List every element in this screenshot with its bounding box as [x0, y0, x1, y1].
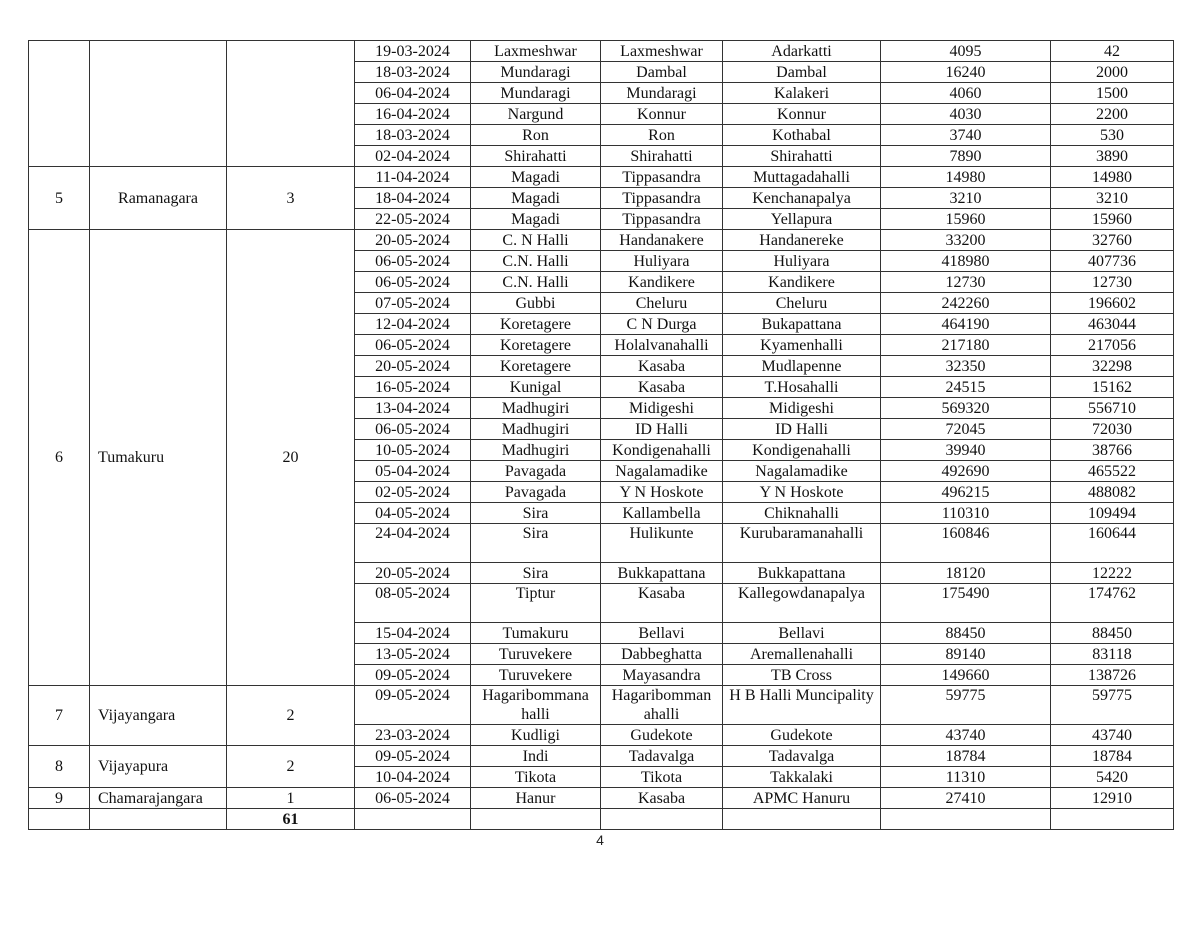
value-a-cell: 18120	[881, 563, 1051, 584]
taluk-cell: C.N. Halli	[471, 251, 601, 272]
value-b-cell: 465522	[1051, 461, 1174, 482]
hobli-cell: Konnur	[601, 104, 723, 125]
hobli-cell: Cheluru	[601, 293, 723, 314]
hobli-cell: Kandikere	[601, 272, 723, 293]
empty-cell	[601, 809, 723, 830]
taluk-cell: Turuvekere	[471, 665, 601, 686]
village-cell: Tadavalga	[723, 746, 881, 767]
value-a-cell: 27410	[881, 788, 1051, 809]
date-cell: 19-03-2024	[355, 41, 471, 62]
value-a-cell: 175490	[881, 584, 1051, 623]
date-cell: 20-05-2024	[355, 356, 471, 377]
hobli-cell: Y N Hoskote	[601, 482, 723, 503]
count-cell: 3	[227, 167, 355, 230]
taluk-cell: Madhugiri	[471, 398, 601, 419]
serial-number-cell: 9	[29, 788, 90, 809]
value-b-cell: 160644	[1051, 524, 1174, 563]
date-cell: 06-05-2024	[355, 335, 471, 356]
hobli-cell: Shirahatti	[601, 146, 723, 167]
village-cell: Muttagadahalli	[723, 167, 881, 188]
village-cell: Dambal	[723, 62, 881, 83]
value-a-cell: 464190	[881, 314, 1051, 335]
value-b-cell: 196602	[1051, 293, 1174, 314]
village-cell: T.Hosahalli	[723, 377, 881, 398]
hobli-cell: Kondigenahalli	[601, 440, 723, 461]
count-cell: 20	[227, 230, 355, 686]
serial-number-cell: 6	[29, 230, 90, 686]
value-a-cell: 160846	[881, 524, 1051, 563]
value-a-cell: 12730	[881, 272, 1051, 293]
count-cell: 1	[227, 788, 355, 809]
village-cell: Handanereke	[723, 230, 881, 251]
taluk-cell: Tumakuru	[471, 623, 601, 644]
value-b-cell: 59775	[1051, 686, 1174, 725]
hobli-cell: Kasaba	[601, 377, 723, 398]
taluk-cell: Gubbi	[471, 293, 601, 314]
date-cell: 08-05-2024	[355, 584, 471, 623]
taluk-cell: Kunigal	[471, 377, 601, 398]
date-cell: 18-03-2024	[355, 125, 471, 146]
date-cell: 18-04-2024	[355, 188, 471, 209]
taluk-cell: Pavagada	[471, 461, 601, 482]
date-cell: 07-05-2024	[355, 293, 471, 314]
empty-cell	[355, 809, 471, 830]
village-cell: Konnur	[723, 104, 881, 125]
hobli-cell: Tippasandra	[601, 188, 723, 209]
taluk-cell: Madhugiri	[471, 419, 601, 440]
value-b-cell: 5420	[1051, 767, 1174, 788]
village-cell: Shirahatti	[723, 146, 881, 167]
value-a-cell: 88450	[881, 623, 1051, 644]
hobli-cell: Kasaba	[601, 584, 723, 623]
hobli-cell: Mayasandra	[601, 665, 723, 686]
hobli-cell: Holalvanahalli	[601, 335, 723, 356]
serial-number-cell: 5	[29, 167, 90, 230]
village-cell: H B Halli Muncipality	[723, 686, 881, 725]
taluk-cell: Laxmeshwar	[471, 41, 601, 62]
value-a-cell: 4095	[881, 41, 1051, 62]
village-cell: Cheluru	[723, 293, 881, 314]
value-a-cell: 24515	[881, 377, 1051, 398]
village-cell: Chiknahalli	[723, 503, 881, 524]
hobli-cell: Mundaragi	[601, 83, 723, 104]
taluk-cell: Madhugiri	[471, 440, 601, 461]
date-cell: 10-04-2024	[355, 767, 471, 788]
value-b-cell: 15162	[1051, 377, 1174, 398]
taluk-cell: Koretagere	[471, 314, 601, 335]
taluk-cell: Indi	[471, 746, 601, 767]
village-cell: Kallegowdanapalya	[723, 584, 881, 623]
taluk-cell: Magadi	[471, 209, 601, 230]
value-b-cell: 488082	[1051, 482, 1174, 503]
village-cell: Kyamenhalli	[723, 335, 881, 356]
value-a-cell: 15960	[881, 209, 1051, 230]
taluk-cell: Magadi	[471, 188, 601, 209]
hobli-cell: Dabbeghatta	[601, 644, 723, 665]
district-cell: Tumakuru	[90, 230, 227, 686]
value-b-cell: 407736	[1051, 251, 1174, 272]
date-cell: 02-05-2024	[355, 482, 471, 503]
date-cell: 13-04-2024	[355, 398, 471, 419]
count-cell: 2	[227, 746, 355, 788]
taluk-cell: C. N Halli	[471, 230, 601, 251]
taluk-cell: Sira	[471, 503, 601, 524]
value-b-cell: 15960	[1051, 209, 1174, 230]
value-b-cell: 72030	[1051, 419, 1174, 440]
empty-cell	[90, 809, 227, 830]
value-a-cell: 3210	[881, 188, 1051, 209]
value-a-cell: 33200	[881, 230, 1051, 251]
taluk-cell: Pavagada	[471, 482, 601, 503]
empty-cell	[1051, 809, 1174, 830]
value-a-cell: 569320	[881, 398, 1051, 419]
hobli-cell: Ron	[601, 125, 723, 146]
date-cell: 06-05-2024	[355, 272, 471, 293]
hobli-cell: Dambal	[601, 62, 723, 83]
taluk-cell: Shirahatti	[471, 146, 601, 167]
table-row	[29, 167, 1174, 188]
value-b-cell: 138726	[1051, 665, 1174, 686]
village-cell: Gudekote	[723, 725, 881, 746]
hobli-cell: Huliyara	[601, 251, 723, 272]
value-a-cell: 496215	[881, 482, 1051, 503]
village-cell: APMC Hanuru	[723, 788, 881, 809]
value-a-cell: 32350	[881, 356, 1051, 377]
total-row	[29, 809, 1174, 830]
village-cell: Midigeshi	[723, 398, 881, 419]
village-cell: ID Halli	[723, 419, 881, 440]
village-cell: Yellapura	[723, 209, 881, 230]
page-number: 4	[596, 832, 604, 848]
value-b-cell: 2000	[1051, 62, 1174, 83]
data-table	[28, 40, 1174, 830]
date-cell: 06-04-2024	[355, 83, 471, 104]
taluk-cell: Hanur	[471, 788, 601, 809]
value-b-cell: 174762	[1051, 584, 1174, 623]
value-b-cell: 530	[1051, 125, 1174, 146]
serial-number-cell: 7	[29, 686, 90, 746]
village-cell: Takkalaki	[723, 767, 881, 788]
count-cell: 2	[227, 686, 355, 746]
table-row	[29, 788, 1174, 809]
date-cell: 13-05-2024	[355, 644, 471, 665]
value-b-cell: 12222	[1051, 563, 1174, 584]
hobli-cell: Laxmeshwar	[601, 41, 723, 62]
village-cell: Bukkapattana	[723, 563, 881, 584]
value-b-cell: 18784	[1051, 746, 1174, 767]
table-row	[29, 41, 1174, 62]
empty-cell	[471, 809, 601, 830]
value-b-cell: 217056	[1051, 335, 1174, 356]
taluk-cell: Ron	[471, 125, 601, 146]
village-cell: Huliyara	[723, 251, 881, 272]
district-cell: Chamarajangara	[90, 788, 227, 809]
value-a-cell: 418980	[881, 251, 1051, 272]
value-a-cell: 217180	[881, 335, 1051, 356]
date-cell: 16-05-2024	[355, 377, 471, 398]
date-cell: 12-04-2024	[355, 314, 471, 335]
value-b-cell: 12730	[1051, 272, 1174, 293]
village-cell: Kalakeri	[723, 83, 881, 104]
date-cell: 22-05-2024	[355, 209, 471, 230]
value-a-cell: 492690	[881, 461, 1051, 482]
date-cell: 09-05-2024	[355, 665, 471, 686]
district-cell: Vijayapura	[90, 746, 227, 788]
taluk-cell: Koretagere	[471, 356, 601, 377]
hobli-cell: Gudekote	[601, 725, 723, 746]
date-cell: 09-05-2024	[355, 746, 471, 767]
total-count-cell: 61	[227, 809, 355, 830]
taluk-cell: Koretagere	[471, 335, 601, 356]
taluk-cell: Mundaragi	[471, 83, 601, 104]
hobli-cell: Tikota	[601, 767, 723, 788]
serial-number-cell: 8	[29, 746, 90, 788]
district-cell: Ramanagara	[90, 167, 227, 230]
date-cell: 18-03-2024	[355, 62, 471, 83]
value-b-cell: 556710	[1051, 398, 1174, 419]
taluk-cell: Nargund	[471, 104, 601, 125]
hobli-cell: ID Halli	[601, 419, 723, 440]
hobli-cell: Midigeshi	[601, 398, 723, 419]
value-b-cell: 3890	[1051, 146, 1174, 167]
village-cell: Bukapattana	[723, 314, 881, 335]
value-a-cell: 110310	[881, 503, 1051, 524]
date-cell: 23-03-2024	[355, 725, 471, 746]
date-cell: 06-05-2024	[355, 788, 471, 809]
hobli-cell: Tippasandra	[601, 209, 723, 230]
district-cell: Vijayangara	[90, 686, 227, 746]
value-a-cell: 7890	[881, 146, 1051, 167]
value-b-cell: 38766	[1051, 440, 1174, 461]
date-cell: 11-04-2024	[355, 167, 471, 188]
date-cell: 02-04-2024	[355, 146, 471, 167]
value-b-cell: 88450	[1051, 623, 1174, 644]
table-row	[29, 230, 1174, 251]
village-cell: Y N Hoskote	[723, 482, 881, 503]
taluk-cell: Sira	[471, 563, 601, 584]
date-cell: 05-04-2024	[355, 461, 471, 482]
taluk-cell: Sira	[471, 524, 601, 563]
value-a-cell: 18784	[881, 746, 1051, 767]
table-row	[29, 686, 1174, 725]
value-b-cell: 43740	[1051, 725, 1174, 746]
value-a-cell: 89140	[881, 644, 1051, 665]
value-a-cell: 16240	[881, 62, 1051, 83]
value-a-cell: 4060	[881, 83, 1051, 104]
empty-cell	[723, 809, 881, 830]
village-cell: Kurubaramanahalli	[723, 524, 881, 563]
value-a-cell: 14980	[881, 167, 1051, 188]
value-b-cell: 1500	[1051, 83, 1174, 104]
value-a-cell: 3740	[881, 125, 1051, 146]
date-cell: 16-04-2024	[355, 104, 471, 125]
village-cell: Aremallenahalli	[723, 644, 881, 665]
date-cell: 04-05-2024	[355, 503, 471, 524]
taluk-cell: Tiptur	[471, 584, 601, 623]
value-b-cell: 32760	[1051, 230, 1174, 251]
value-a-cell: 242260	[881, 293, 1051, 314]
date-cell: 15-04-2024	[355, 623, 471, 644]
hobli-cell: Bukkapattana	[601, 563, 723, 584]
value-b-cell: 463044	[1051, 314, 1174, 335]
village-cell: Kondigenahalli	[723, 440, 881, 461]
empty-cell	[881, 809, 1051, 830]
hobli-cell: Kasaba	[601, 788, 723, 809]
date-cell: 20-05-2024	[355, 230, 471, 251]
taluk-cell: C.N. Halli	[471, 272, 601, 293]
village-cell: Kenchanapalya	[723, 188, 881, 209]
hobli-cell: Tippasandra	[601, 167, 723, 188]
hobli-cell: Tadavalga	[601, 746, 723, 767]
value-a-cell: 43740	[881, 725, 1051, 746]
value-a-cell: 4030	[881, 104, 1051, 125]
hobli-cell: Nagalamadike	[601, 461, 723, 482]
value-a-cell: 39940	[881, 440, 1051, 461]
serial-number-cell	[29, 41, 90, 167]
value-b-cell: 83118	[1051, 644, 1174, 665]
taluk-cell: Magadi	[471, 167, 601, 188]
value-a-cell: 59775	[881, 686, 1051, 725]
table-row	[29, 746, 1174, 767]
value-b-cell: 3210	[1051, 188, 1174, 209]
hobli-cell: Handanakere	[601, 230, 723, 251]
village-cell: Nagalamadike	[723, 461, 881, 482]
village-cell: Kandikere	[723, 272, 881, 293]
date-cell: 20-05-2024	[355, 563, 471, 584]
taluk-cell: Turuvekere	[471, 644, 601, 665]
taluk-cell: Kudligi	[471, 725, 601, 746]
value-a-cell: 149660	[881, 665, 1051, 686]
village-cell: TB Cross	[723, 665, 881, 686]
value-b-cell: 42	[1051, 41, 1174, 62]
date-cell: 09-05-2024	[355, 686, 471, 725]
value-b-cell: 109494	[1051, 503, 1174, 524]
value-b-cell: 12910	[1051, 788, 1174, 809]
count-cell	[227, 41, 355, 167]
value-b-cell: 32298	[1051, 356, 1174, 377]
value-b-cell: 14980	[1051, 167, 1174, 188]
date-cell: 06-05-2024	[355, 251, 471, 272]
value-b-cell: 2200	[1051, 104, 1174, 125]
taluk-cell: Mundaragi	[471, 62, 601, 83]
hobli-cell: Hagaribomman ahalli	[601, 686, 723, 725]
hobli-cell: C N Durga	[601, 314, 723, 335]
date-cell: 06-05-2024	[355, 419, 471, 440]
date-cell: 24-04-2024	[355, 524, 471, 563]
value-a-cell: 72045	[881, 419, 1051, 440]
value-a-cell: 11310	[881, 767, 1051, 788]
empty-cell	[29, 809, 90, 830]
taluk-cell: Hagaribommana halli	[471, 686, 601, 725]
hobli-cell: Kallambella	[601, 503, 723, 524]
village-cell: Mudlapenne	[723, 356, 881, 377]
hobli-cell: Hulikunte	[601, 524, 723, 563]
village-cell: Kothabal	[723, 125, 881, 146]
taluk-cell: Tikota	[471, 767, 601, 788]
date-cell: 10-05-2024	[355, 440, 471, 461]
village-cell: Bellavi	[723, 623, 881, 644]
village-cell: Adarkatti	[723, 41, 881, 62]
hobli-cell: Kasaba	[601, 356, 723, 377]
district-cell	[90, 41, 227, 167]
hobli-cell: Bellavi	[601, 623, 723, 644]
